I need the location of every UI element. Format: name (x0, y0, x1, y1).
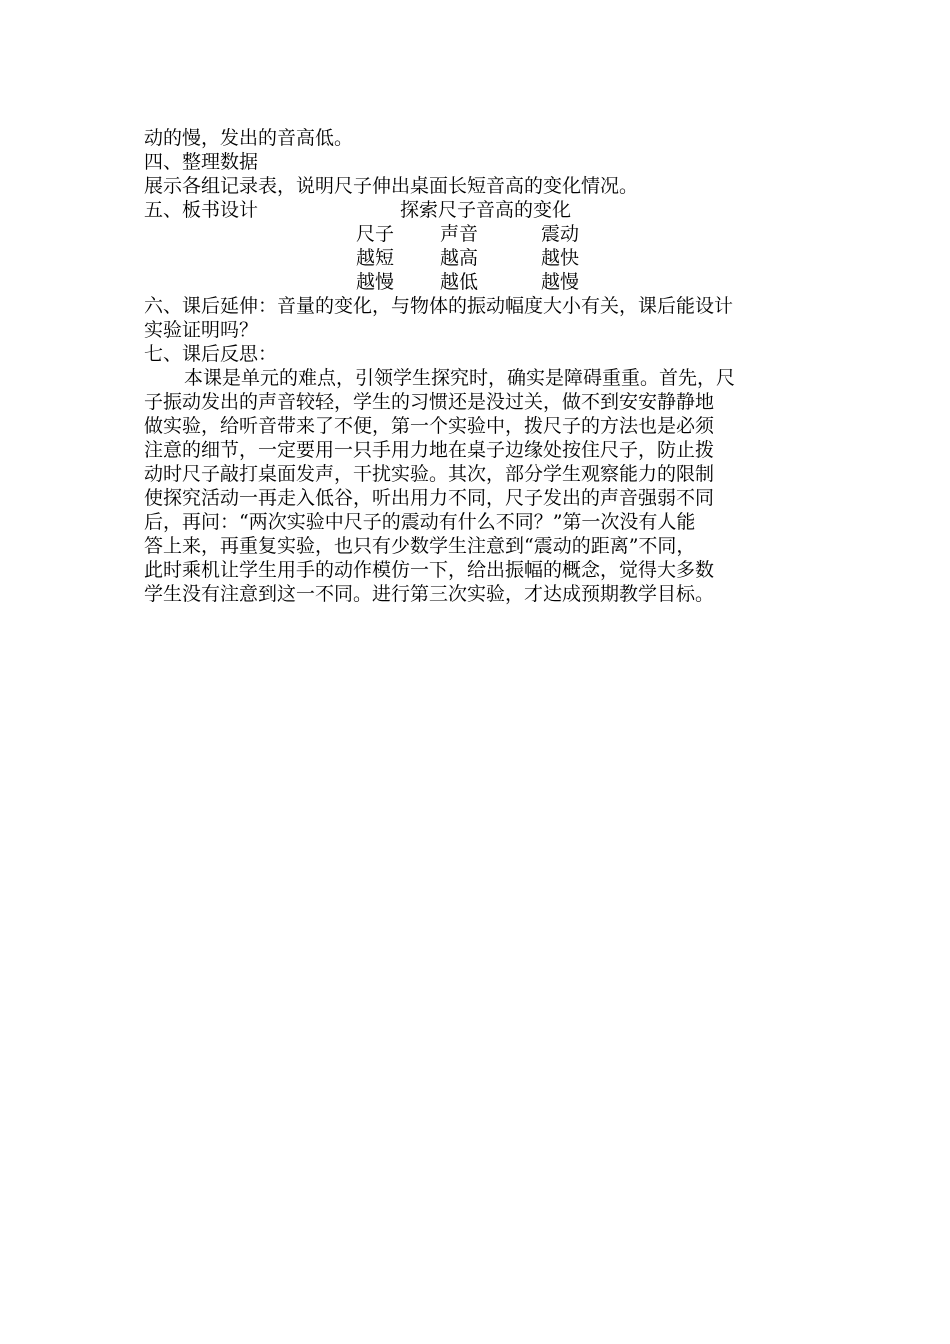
paragraph-line: 答上来，再重复实验，也只有少数学生注意到“震动的距离”不同， (144, 535, 696, 557)
board-cell: 声音 (440, 223, 479, 245)
board-cell: 越低 (440, 271, 479, 293)
board-table-row (144, 270, 814, 294)
paragraph-line: 注意的细节，一定要用一只手用力地在桌子边缘处按住尺子，防止拨 (144, 439, 715, 461)
board-cell: 震动 (541, 223, 580, 245)
board-cell: 越慢 (541, 271, 580, 293)
section-7-heading: 七、课后反思： (144, 343, 278, 365)
paragraph-line: 做实验，给听音带来了不便，第一个实验中，拨尺子的方法也是必须 (144, 415, 715, 437)
paragraph-line: 后，再问：“两次实验中尺子的震动有什么不同？”第一次没有人能 (144, 511, 696, 533)
section-6-line: 六、课后延伸：音量的变化，与物体的振动幅度大小有关，课后能设计 (144, 295, 734, 317)
reflection-paragraph (144, 366, 814, 606)
board-cell: 越短 (356, 247, 395, 269)
board-title: 探索尺子音高的变化 (400, 199, 572, 221)
section-5-heading: 五、板书设计 (144, 199, 259, 221)
section-4-text: 展示各组记录表，说明尺子伸出桌面长短音高的变化情况。 (144, 175, 639, 197)
board-table-row (144, 246, 814, 270)
board-cell: 越高 (440, 247, 479, 269)
section-4-heading: 四、整理数据 (144, 151, 259, 173)
board-cell: 越快 (541, 247, 580, 269)
board-cell: 越慢 (356, 271, 395, 293)
board-table-row (144, 222, 814, 246)
section-5-row (144, 198, 814, 222)
text-line: 动的慢，发出的音高低。 (144, 127, 354, 149)
paragraph-line: 本课是单元的难点，引领学生探究时，确实是障碍重重。首先，尺 (184, 367, 736, 389)
section-6-line: 实验证明吗？ (144, 319, 259, 341)
paragraph-line: 子振动发出的声音较轻，学生的习惯还是没过关，做不到安安静静地 (144, 391, 715, 413)
paragraph-line: 此时乘机让学生用手的动作模仿一下，给出振幅的概念，觉得大多数 (144, 559, 715, 581)
paragraph-line: 使探究活动一再走入低谷，听出用力不同，尺子发出的声音强弱不同 (144, 487, 715, 509)
document-body (144, 126, 814, 606)
paragraph-line: 学生没有注意到这一不同。进行第三次实验，才达成预期教学目标。 (144, 583, 715, 605)
board-cell: 尺子 (356, 223, 395, 245)
paragraph-line: 动时尺子敲打桌面发声，干扰实验。其次，部分学生观察能力的限制 (144, 463, 715, 485)
